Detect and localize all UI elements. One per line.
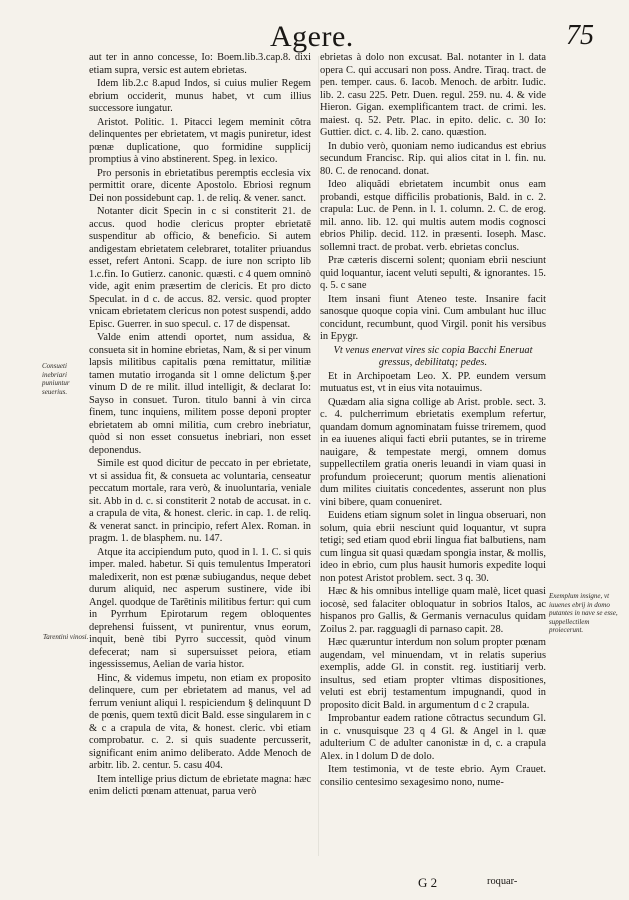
right-paragraph-5: Item insani fiunt Ateneo teste. Insanire facit sanosque quoque copia vini. Cum ambulant huc illuc concidunt, recumbunt, quod Virgil. ponit his versibus in Epygr. — [320, 293, 546, 342]
right-paragraph-11: Improbantur eadem ratione cõtractus secundum Gl. in c. vnusquisque 23 q 4 Gl. & Angel in l. quæ adulterium C de adulter canonistæ in d, c. a crapula Alex. in l dolum D de dolo. — [320, 713, 546, 762]
right-paragraph-12: Item testimonia, vt de teste ebrio. Aym Crauet. consilio centesimo sexagesimo nono, nume- — [320, 764, 546, 788]
left-paragraph-1: aut ter in anno concesse, Io: Boem.lib.3.cap.8. dixi etiam supra, versic est autem ebrietas. — [89, 52, 311, 76]
right-paragraph-4: Præ cæteris discerni solent; quoniam ebrii nesciunt quid loquantur, iacent veluti sepulti, & ignorantes. 15. q. 5. c sane — [320, 255, 546, 291]
left-paragraph-3: Aristot. Politic. 1. Pitacci legem meminit cõtra delinquentes per ebrietatem, vt magis puniretur, idest pœnæ duplicatione, quo formidine supplicij promptius à vino abstinerent. Speg. in lexico. — [89, 116, 311, 165]
left-paragraph-7: Simile est quod dicitur de peccato in per ebrietate, vt si assidua fit, & consueta ac voluntaria, censeatur peccatum mortale, rara verò, & inuoluntaria, veniale sit. Abb in d. c. si constiterit 2 notab de accusat. in c. a crapula de vita, & honest. cleric. in cap. 1. de reliq. & venerat sanct. in principio, refert Alex. Roman. in pragm. 1. de blasphem. nu. 147. — [89, 458, 311, 544]
page-number: 75 — [566, 20, 594, 51]
right-paragraph-7: Quædam alia signa collige ab Arist. proble. sect. 3. c. 4. pulcherrimum ebrietatis exemplum refertur, quandam domum agnominatam fuisse triremem, quod in ea iuuenes aliqui facti ebrii putantes, se in trireme nauigare, & tempestate mergi, omnem domus suppellectilem gratia oneris leuandi in viam quasi in profundum proiecerunt; quorum mentis alienationi dum milites ciuitatis concedentes, asserunt non plus vini bibere, quam conueniret. — [320, 396, 546, 508]
right-column — [320, 52, 546, 790]
right-paragraph-10: Hæc quæruntur interdum non solum propter pœnam augendam, vel minuendam, vt in relatis superius exemplis, adde Gl. in constit. reg. iustitiarij verb. insultus, sed etiam propter vltimas dispositiones, veluti est ebrij testamentum impugnandi, quod in proposito dicit Bald. in argumentum d c 2 crapula. — [320, 637, 546, 711]
left-paragraph-2: Idem lib.2.c 8.apud Indos, si cuius mulier Regem ebrium occiderit, munus habet, vt cum illius successore iungatur. — [89, 78, 311, 114]
page-header — [0, 8, 629, 52]
catchword: roquar- — [487, 876, 518, 887]
right-paragraph-9: Hæc & his omnibus intellige quam malè, licet quasi iocosè, sed falaciter obloquatur in sobrios Italos, ac hispanos pro Gallis, & Germanis vernaculus quidam Zoilus 2. par. ragguagli di parnaso capit. 28. — [320, 586, 546, 635]
right-paragraph-2: In dubio verò, quoniam nemo iudicandus est ebrius secundum Francisc. Rip. qui alios citat in l. fin. nu. 80. C. de renocand. donat. — [320, 140, 546, 177]
column-divider — [318, 56, 319, 856]
marginal-note-left-bottom: Tarentini vinosi. — [43, 633, 89, 641]
running-title: Agere. — [270, 20, 354, 53]
marginal-note-left-top: Consueti inebriari puniuntur seuerius. — [42, 362, 70, 396]
signature-mark: G 2 — [418, 875, 438, 890]
left-paragraph-4: Pro personis in ebrietatibus peremptis ecclesia vix permittit orare, dicente Apostolo. Ebriosi regnum Dei non possidebunt cap. 1. de reliq. & vener. sanct. — [89, 167, 311, 204]
left-column — [89, 52, 311, 800]
left-paragraph-8: Atque ita accipiendum puto, quod in l. 1. C. si quis imper. maled. habetur. Si quis temulentus Imperatori maledixerit, non est pœnæ subiugandus, neque debet durum aliquid, nec asperum sustinere, vide ibi Angel. quodque de Tarētinis militibus fertur: qui cum in Pyrrhum Epirotarum regem obloquentes deprehensi fuissent, vt punirentur, vnus eorum, inquit, benè tibi Pyrro successit, quòd vinum defecerat; nam si supersuisset peiora, etiam ingessissemus, Aelian de varia histor. — [89, 546, 311, 670]
left-paragraph-9: Hinc, & videmus impetu, non etiam ex proposito delinquere, cum per ebrietatem ad manus, vel ad ferrum veniunt aliqui l. respiciendum § delinquunt D de pœnis, quem textū dicit Bald. esse singularem in c & c a crapula de vita, & honest. cleric. vbi etiam comprobatur. c. 2. si quis suadente percusserit, significant enim animo deliberato. Adde Menoch de arbitr. lib. 2. centur. 5. casu 404. — [89, 672, 311, 771]
verse-quote: Vt venus enervat vires sic copia Bacchi Eneruat gressus, debilitatq; pedes. — [333, 344, 533, 368]
left-paragraph-5: Notanter dicit Specin in c si constiterit 21. de accus. quod hodie clericus propter ebrietatē suspenditur ab officio, & beneficio. Si autem andigestam ebrietatem celebraret, totaliter priuandus esset, refert Antoni. Scapp. de iure non scripto lib 1.c.fin. Io Gutierz. canonic. quæsti. c 4 quem omninò vide, agit enim præsertim de clericis. Et pro dicto Speculat. in d c. de accus. 82. versic. quod propter vnicam ebrietatem clericus non potest suspendi, addo Episc. Guerrer. in suo specul. c. 17 de dispensat. — [89, 206, 311, 330]
right-paragraph-3: Ideo aliquãdi ebrietatem incumbit onus eam probandi, estque difficilis probationis, Bald. in c. 2. crapula: Luc. de Penn. in l. 1. column. 2. C. de erog. mil. anno. lib. 12. qui multis autem modis cognosci ebrios Philip. decid. 112. in præsenti. Ioseph. Masc. sollemni tract. de probat. verb. ebrietas conclus. — [320, 179, 546, 253]
right-paragraph-6: Et in Archipoetam Leo. X. PP. eundem versum mutuatus est, vt in eius vita notauimus. — [320, 370, 546, 394]
right-paragraph-8: Euidens etiam signum solet in lingua obseruari, non solum, quia ebrii nesciunt quid loquantur, vt supra tetigi; sed etiam quod ebrii lingua fiat balbutiens, nam cum lingua sit quasi quædam spongia instar, & mollis, ideo in ebrio, cum plus hausit humoris expedite loqui non potest Aristot problem. sect. 3 q. 30. — [320, 510, 546, 584]
marginal-note-right: Exemplum insigne, vt iuuenes ebrij in domo putantes in nave se esse, suppellectilem proiecerunt. — [549, 592, 618, 634]
left-paragraph-10: Item intellige prius dictum de ebrietate magna: hæc enim delicti pœnam attenuat, parua verò — [89, 773, 311, 797]
right-paragraph-1: ebrietas à dolo non excusat. Bal. notanter in l. data opera C. qui accusari non poss. Andre. Tiraq. tract. de pen. temper. caus. 6. Iacob. Menoch. de arbitr. Iudic. lib. 2. casu 225. Petr. Duen. regul. 259. nu. 4. & vide Hieron. Gigan. exemplificantem tract. de crimi. les. maiest. q. 52. Petr. Plac. in epito. delic. c. 30 Io: Guttier. dict. c. 4. lib. 2. cano. quæstion. — [320, 52, 546, 138]
left-paragraph-6: Valde enim attendi oportet, num assidua, & consueta sit in homine ebrietas, Nam, & si per vinum lapsis militibus capitalis pœna remittatur, militiæ tamen mutatio irroganda sit l omne delictum §.per vinum D de re milit. illud intelligit, & declarat Io: Sayso in consuet. Turon. titulo banni à vin circa finem, tunc inquiens, militem posse deponi propter ebrietatem ab omni militia, cum crebro inebriatur, quòd si non esset consuetus inebriari, non esset deponendus. — [89, 332, 311, 456]
